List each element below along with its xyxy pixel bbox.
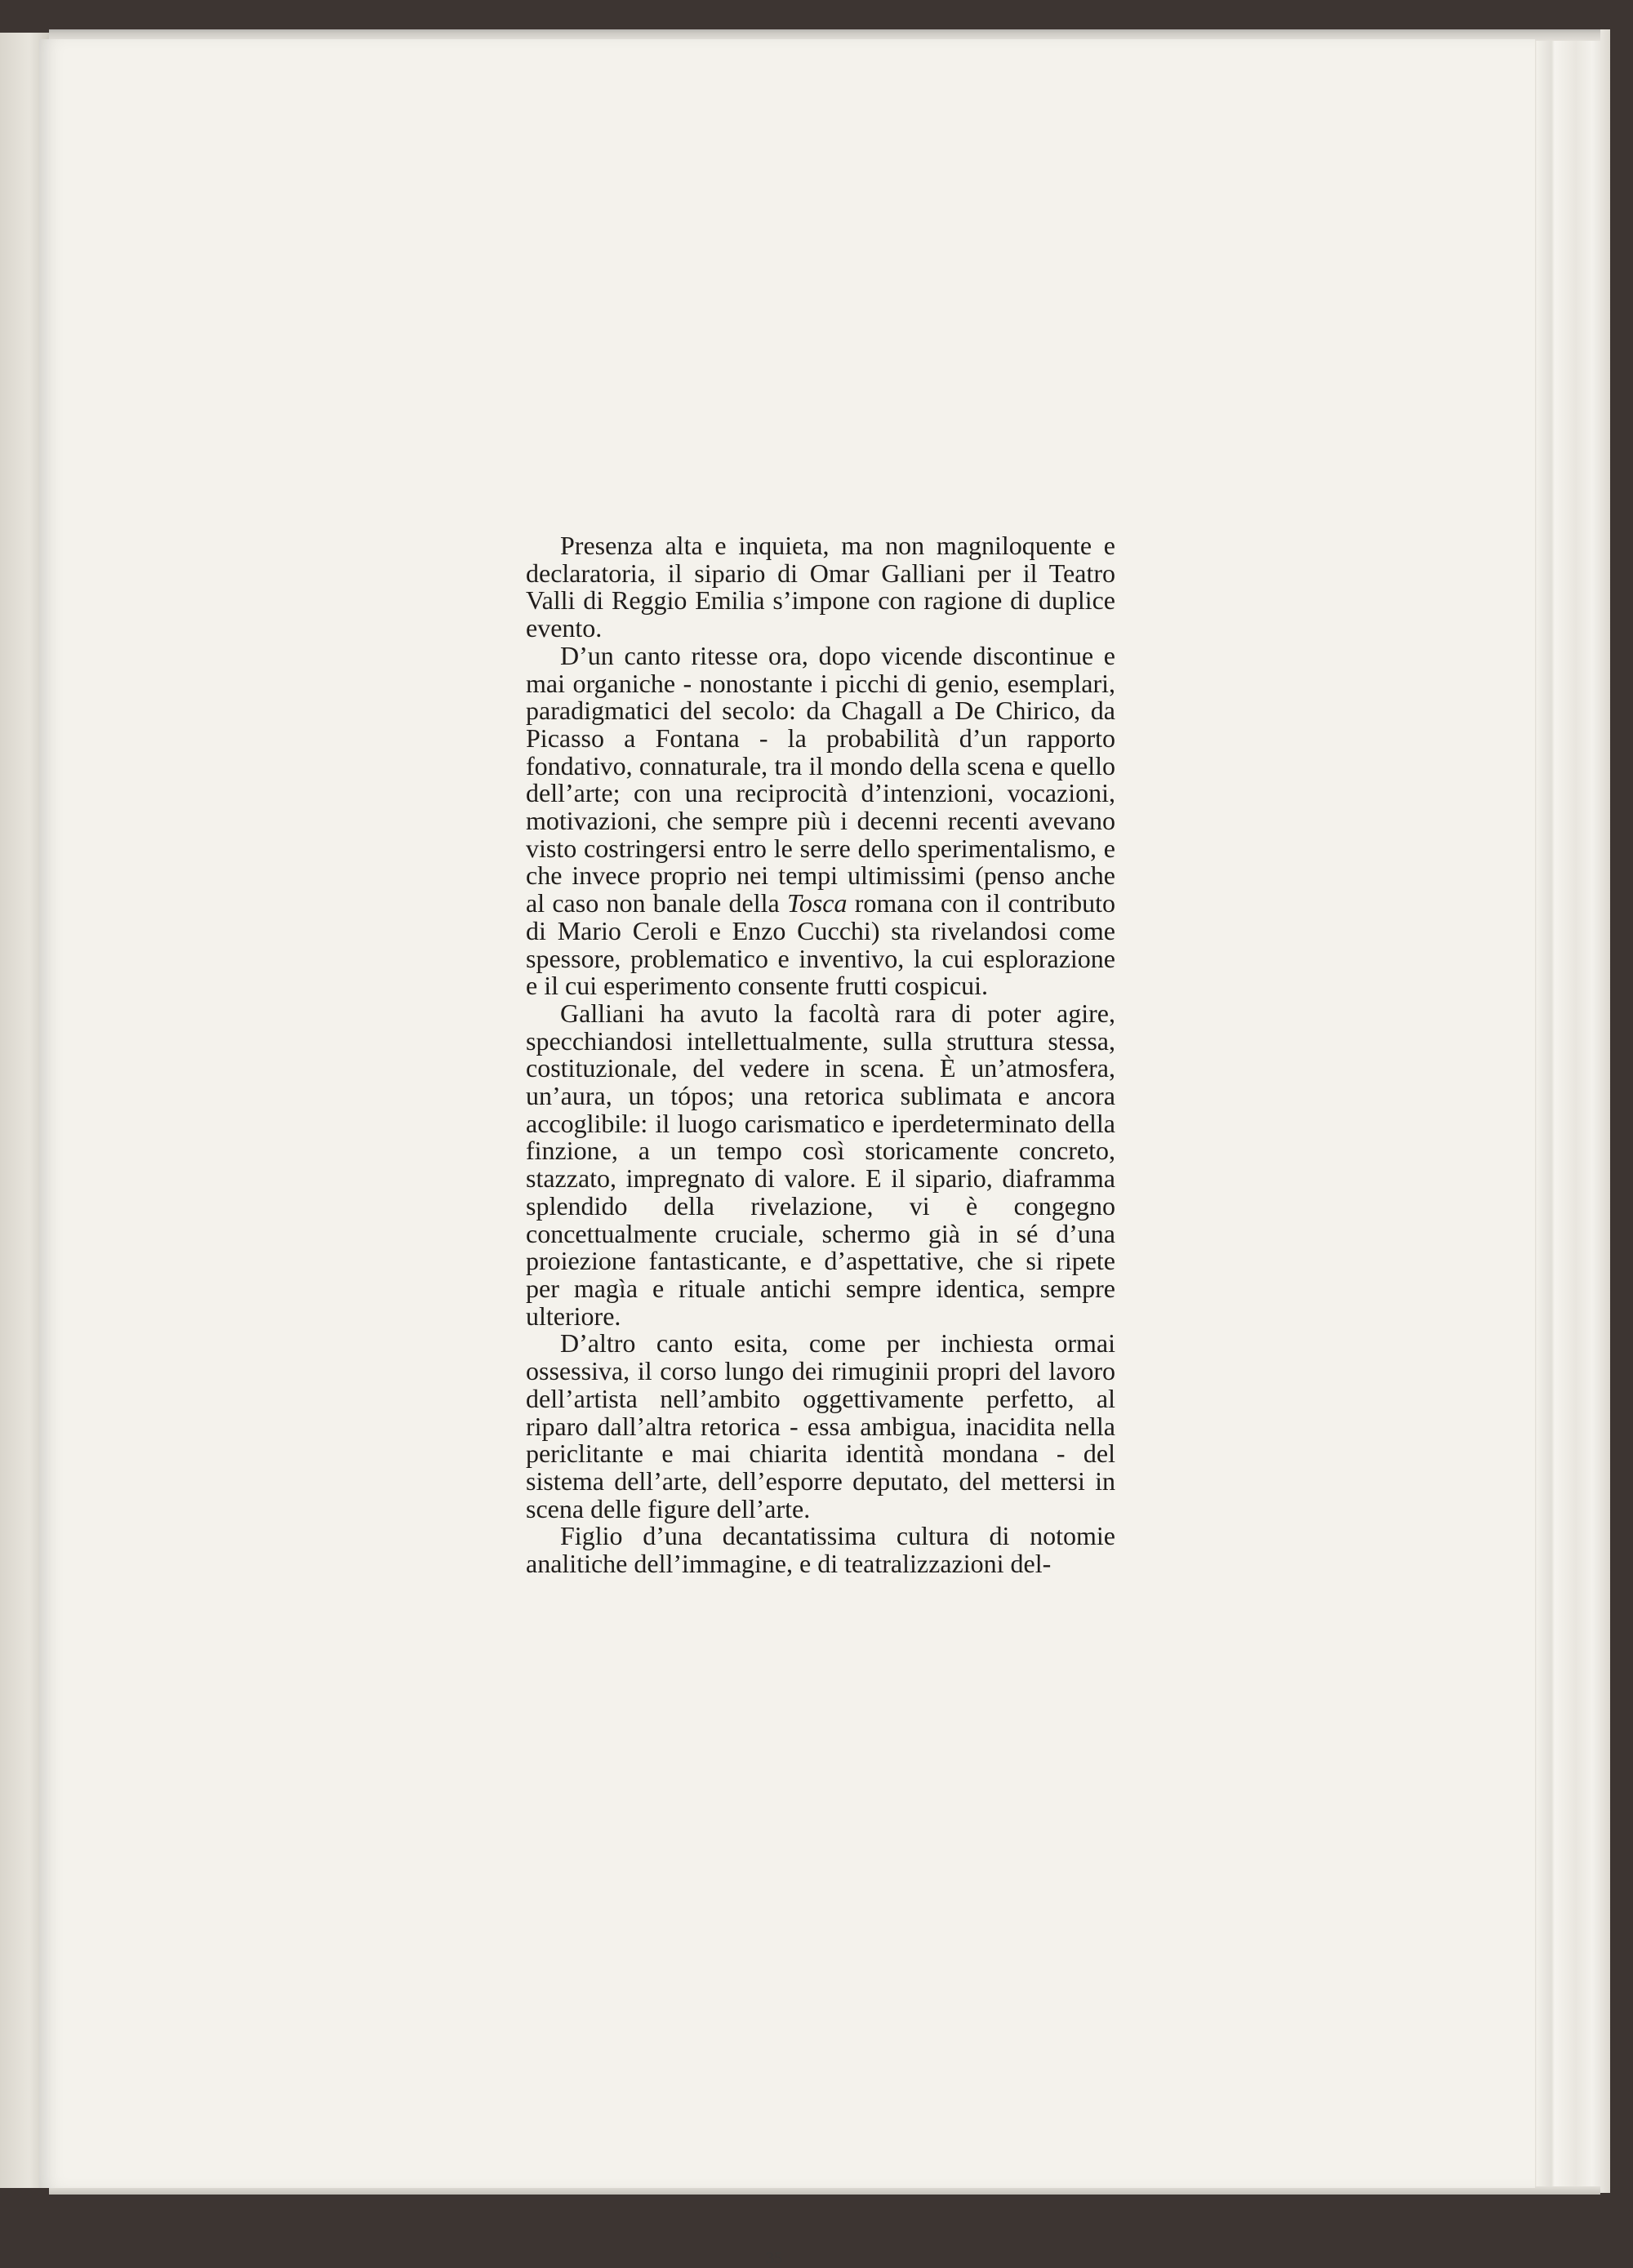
paragraph-2	[526, 640, 1116, 1001]
paragraph-text: Presenza alta e inquieta, ma non magniloquente e declaratoria, il sipario di Omar Galliani per il Teatro Valli di Reggio Emilia s’impone con ragione di duplice evento.	[526, 531, 1115, 643]
paragraph-text: D’altro canto esita, come per inchiesta ormai ossessiva, il corso lungo dei rimuginii propri del lavoro dell’artista nell’ambito oggettivamente perfetto, al riparo dall’altra retorica - essa ambigua, inacidita nella periclitante e mai chiarita identità mondana - del sistema dell’arte, dell’esporre deputato, del mettersi in scena delle figure dell’arte.	[526, 1328, 1115, 1523]
paragraph-text: D’un canto ritesse ora, dopo vicende discontinue e mai organiche - nonostante i picchi di genio, esemplari, paradigmatici del secolo: da Chagall a De Chirico, da Picasso a Fontana - la probabilità d’un rapporto fondativo, connaturale, tra il mondo della scena e quello dell’arte; con una reciprocità d’intenzioni, vocazioni, motivazioni, che sempre più i decenni recenti avevano visto costringersi entro le serre dello sperimentalismo, e che invece proprio nei tempi ultimissimi (penso anche al caso non banale della	[526, 640, 1115, 918]
book-page	[39, 39, 1535, 2188]
paragraph-4	[526, 1330, 1115, 1523]
paragraph-5	[526, 1523, 1115, 1577]
paragraph-1	[526, 532, 1115, 643]
paragraph-text: Galliani ha avuto la facoltà rara di poter agire, specchiandosi intellettualmente, sulla struttura stessa, costituzionale, del vedere in scena. È un’atmosfera, un’aura, un tópos; una retorica sublimata e ancora accoglibile: il luogo carismatico e iperdeterminato della finzione, a un tempo così storicamente concreto, stazzato, impregnato di valore. E il sipario, diaframma splendido della rivelazione, vi è congegno concettualmente cruciale, schermo già in sé d’una proiezione fantasticante, e d’aspettative, che si ripete per magìa e rituale antichi sempre identica, sempre ulteriore.	[526, 998, 1115, 1331]
body-text	[526, 532, 1115, 1578]
paragraph-text: romana con il contributo di Mario Ceroli e Enzo Cucchi) sta rivelandosi come spessore, problematico e inventivo, la cui esplorazione e il cui esperimento consente frutti cospicui.	[526, 888, 1116, 1001]
page-number: 35	[766, 2249, 782, 2267]
paragraph-3	[526, 1000, 1115, 1330]
italic-title: Tosca	[786, 888, 848, 918]
paragraph-text: Figlio d’una decantatissima cultura di notomie analitiche dell’immagine, e di teatralizzazioni del-	[526, 1521, 1115, 1579]
